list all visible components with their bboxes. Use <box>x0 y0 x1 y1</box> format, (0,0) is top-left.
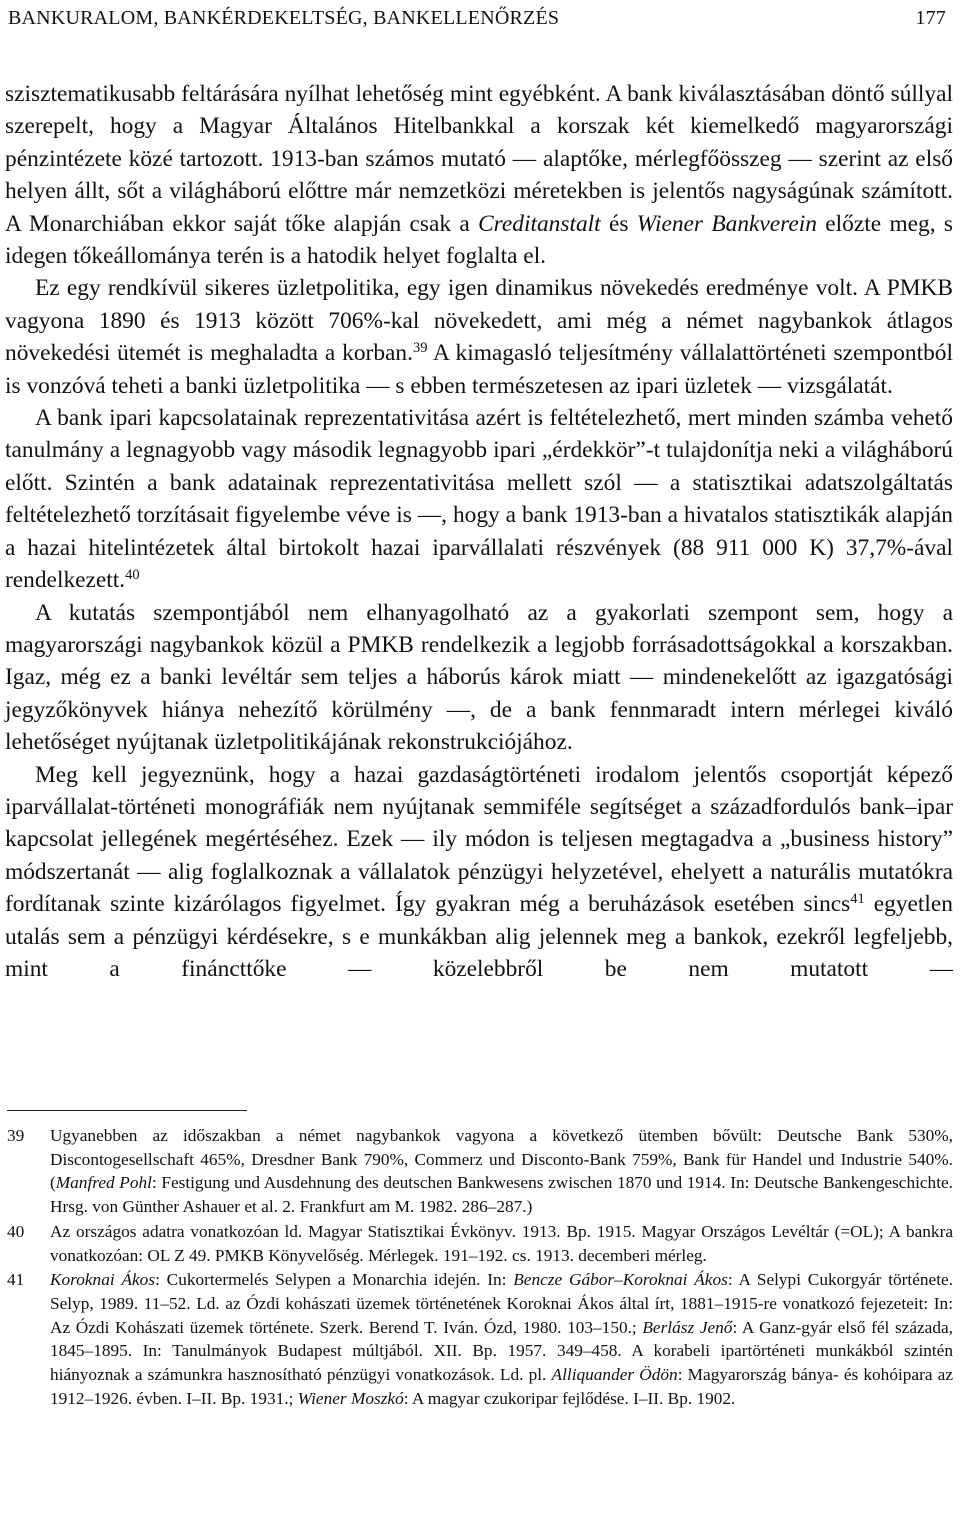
footnote-39 <box>5 1124 953 1219</box>
paragraph-1-text-c: előzte meg, s idegen tőkeállománya terén is a hatodik helyet foglalta el. <box>5 210 953 270</box>
footnote-40-text: Az országos adatra vonatkozóan ld. Magyar Statisztikai Évkönyv. 1913. Bp. 1915. Magyar Országos Levéltár (=OL); A bankra vonatkozóan: OL Z 49. PMKB Könyvelőség. Mérlegek. 191–192. cs. 1913. decemberi mérleg. <box>50 1221 953 1265</box>
footnote-41-author-2: Bencze Gábor–Koroknai Ákos <box>513 1270 728 1290</box>
footnote-separator <box>7 1110 247 1111</box>
footnote-40 <box>5 1220 953 1267</box>
footnote-41 <box>5 1268 953 1410</box>
footnote-41-author-3: Berlász Jenő <box>642 1317 733 1337</box>
footnote-39-author: Manfred Pohl <box>55 1173 152 1193</box>
footnote-number: 39 <box>7 1126 25 1145</box>
paragraph-2-text-b: A kimagasló teljesítmény vállalattörténeti szempontból is vonzóvá teheti a banki üzletpolitika — s ebben természetesen az ipari üzletek — vizsgálatát. <box>5 340 953 399</box>
footnote-41-author-4: Alliquander Ödön <box>551 1365 678 1385</box>
footnotes <box>5 1124 953 1411</box>
footnote-number: 40 <box>7 1221 25 1241</box>
paragraph-1-text-b: és <box>600 210 637 237</box>
footnote-ref-39: 39 <box>412 340 428 357</box>
footnote-41-text-e: : A magyar czukoripar fejlődése. I–II. Bp. 1902. <box>403 1388 736 1408</box>
page-number: 177 <box>915 7 946 29</box>
paragraph-3 <box>5 402 953 596</box>
footnote-41-text-a: : Cukortermelés Selypen a Monarchia idején. In: <box>155 1270 514 1290</box>
footnote-ref-40: 40 <box>125 567 140 584</box>
paragraph-2-text-a: Ez egy rendkívül sikeres üzletpolitika, egy igen dinamikus növekedés eredménye volt. A PMKB vagyona 1890 és 1913 között 706%-kal növekedett, ami még a német nagybankok átlagos növekedési ütemét is meghaladta a korban. <box>5 275 953 367</box>
footnote-41-author-1: Koroknai Ákos <box>50 1270 156 1290</box>
paragraph-5-text-a: Meg kell jegyeznünk, hogy a hazai gazdaságtörténeti irodalom jelentős csoportját képező iparvállalat-történeti monográfiák nem nyújtanak semmiféle segítséget a századfordulós bank–ipar kapcsolat jellegének megértéséhez. Ezek — ily módon is teljesen megtagadva a „business history” módszertanát — alig foglalkoznak a vállalatok pénzügyi helyzetével, ehelyett a naturális mutatókra fordítanak szinte kizárólagos figyelmet. Így gyakran még a beruházások esetében sincs <box>5 761 953 918</box>
paragraph-2 <box>5 272 953 402</box>
footnote-41-text-c: : A Ganz-gyár első fél százada, 1845–1895. In: Tanulmányok Budapest múltjából. XII. Bp. 1957. 349–458. A korabeli ipartörténeti munkákból szintén hiányoznak a számunkra hasznosítható pénzügyi vonatkozások. Ld. pl. <box>50 1317 953 1385</box>
footnote-39-text-b: : Festigung und Ausdehnung des deutschen Bankwesens zwischen 1870 und 1914. In: Deutsche Bankengeschichte. Hrsg. von Günther Ashauer et al. 2. Frankfurt am M. 1982. 286–287.) <box>50 1173 953 1217</box>
running-head <box>8 4 946 32</box>
footnote-41-author-5: Wiener Moszkó <box>297 1388 404 1408</box>
footnote-39-text-a: Ugyanebben az időszakban a német nagybankok vagyona a következő ütemben bővült: Deutsche Bank 530%, Discontogesellschaft 465%, Dresdner Bank 790%, Commerz und Disconto-Bank 759%, Bank für Handel und Industrie 540%. ( <box>50 1126 953 1193</box>
paragraph-1 <box>5 78 953 272</box>
body-text <box>5 78 953 985</box>
footnote-ref-41: 41 <box>850 891 865 908</box>
paragraph-3-text: A bank ipari kapcsolatainak reprezentativitása azért is feltételezhető, mert minden számba vehető tanulmány a legnagyobb vagy második legnagyobb ipari „érdekkör”-t tulajdonítja neki a világháború előtt. Szintén a bank adatainak reprezentativitása mellett szól — a statisztikai adatszolgáltatás feltételezhető torzításait figyelembe véve is —, hogy a bank 1913-ban a hivatalos statisztikák alapján a hazai hitelintézetek által birtokolt hazai iparvállalati részvények (88 911 000 K) 37,7%-ával rendelkezett. <box>5 405 953 594</box>
footnote-number: 41 <box>7 1270 25 1290</box>
paragraph-1-italic-bankverein: Wiener Bankverein <box>636 210 817 237</box>
paragraph-4: A kutatás szempontjából nem elhanyagolható az a gyakorlati szempont sem, hogy a magyarországi nagybankok közül a PMKB rendelkezik a legjobb forrásadottságokkal a korszakban. Igaz, még ez a banki levéltár sem teljes a háborús károk miatt — mindenekelőtt az igazgatósági jegyzőkönyvek hiánya nehezítő körülmény —, de a bank fennmaradt intern mérlegei kiváló lehetőséget nyújtanak üzletpolitikájának rekonstrukciójához. <box>5 599 953 756</box>
footnote-41-text-d: : Magyarország bánya- és kohóipara az 1912–1926. évben. I–II. Bp. 1931.; <box>50 1365 954 1408</box>
paragraph-5 <box>5 759 953 986</box>
footnote-41-text-b: : A Selypi Cukorgyár története. Selyp, 1989. 11–52. Ld. az Ózdi kohászati üzemek történetének Koroknai Ákos által írt, 1881–1915-re vonatkozó fejezeteit: In: Az Ózdi Kohászati üzemek története. Szerk. Berend T. Iván. Ózd, 1980. 103–150.; <box>50 1270 953 1337</box>
paragraph-5-text-b: egyetlen utalás sem a pénzügyi kérdésekre, s e munkákban alig jelennek meg a bankok, ezekről legfeljebb, mint a fináncttőke — közelebbről be nem mutatott — <box>5 891 954 982</box>
paragraph-1-text-a: szisztematikusabb feltárására nyílhat lehetőség mint egyébként. A bank kiválasztásában döntő súllyal szerepelt, hogy a Magyar Általános Hitelbankkal a korszak két kiemelkedő magyarországi pénzintézete közé tartozott. 1913-ban számos mutató — alaptőke, mérlegfőösszeg — szerint az első helyen állt, sőt a világháború előttre már nemzetközi méretekben is jelentős nagyságúnak számított. A Monarchiában ekkor saját tőke alapján csak a <box>5 81 953 237</box>
running-title: BANKURALOM, BANKÉRDEKELTSÉG, BANKELLENŐRZÉS <box>8 7 560 29</box>
paragraph-1-italic-creditanstalt: Creditanstalt <box>478 210 601 237</box>
